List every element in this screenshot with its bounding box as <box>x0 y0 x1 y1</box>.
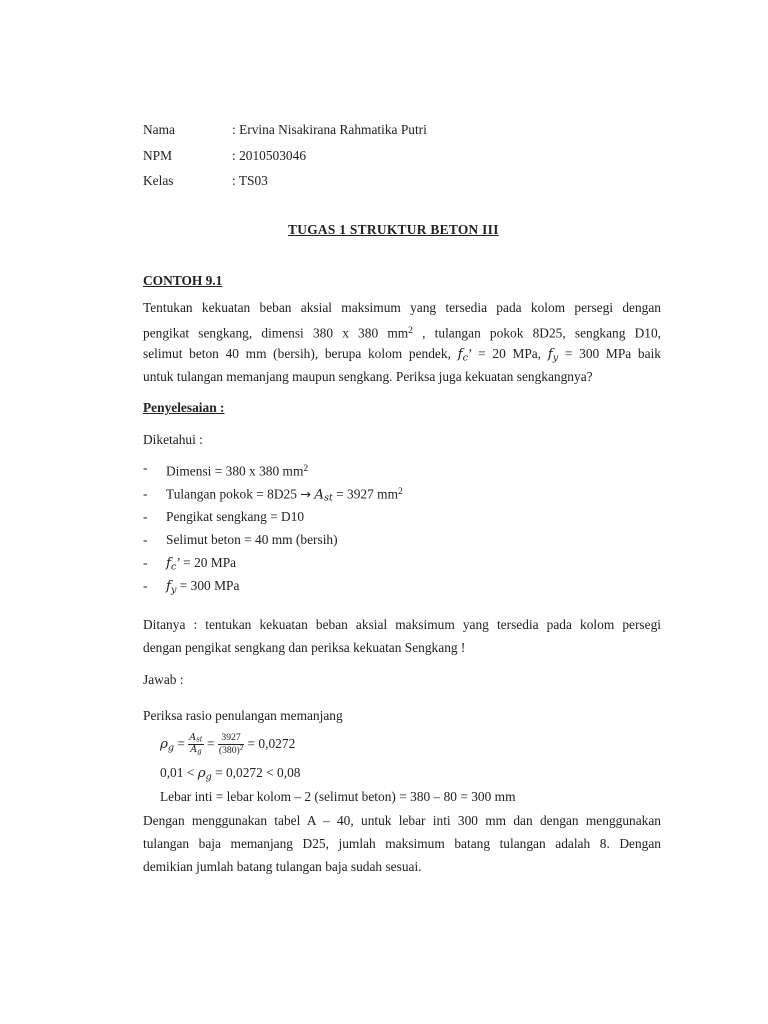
npm-value: : 2010503046 <box>232 148 307 163</box>
conclusion-paragraph <box>143 809 661 878</box>
known-label: Diketahui : <box>143 432 203 447</box>
list-item-text: = 3927 mm <box>332 486 399 502</box>
conclusion-line: tulangan baja memanjang D25, jumlah maksimum batang tulangan adalah 8. Dengan <box>143 836 661 851</box>
superscript: 2 <box>408 325 413 336</box>
fraction-denominator <box>218 745 244 757</box>
math-subscript: y <box>552 352 559 364</box>
denominator-text: (380) <box>218 744 240 756</box>
equals-sign: = <box>203 736 218 751</box>
superscript: 2 <box>303 463 309 474</box>
name-label: Nama <box>143 122 175 137</box>
math-subscript: g <box>197 748 202 757</box>
list-item-text: Tulangan pokok = 8D25 <box>166 486 301 502</box>
rho-symbol: ρ <box>160 737 168 752</box>
list-item <box>166 555 236 572</box>
math-subscript: g <box>205 771 212 783</box>
check-ratio-text: Periksa rasio penulangan memanjang <box>143 708 343 723</box>
npm-label: NPM <box>143 148 173 163</box>
problem-text: pengikat sengkang, dimensi 380 x 380 mm <box>143 325 409 341</box>
list-item-text: = 300 MPa <box>176 578 240 593</box>
math-symbol: A <box>189 732 197 744</box>
conclusion-line: Dengan menggunakan tabel A – 40, untuk lebar inti 300 mm dan dengan menggunakan <box>143 813 661 828</box>
core-width-text: Lebar inti = lebar kolom – 2 (selimut beton) = 380 – 80 = 300 mm <box>160 789 516 804</box>
problem-line: untuk tulangan memanjang maupun sengkang. Periksa juga kekuatan sengkangnya? <box>143 369 593 384</box>
ratio-range <box>160 765 301 782</box>
problem-line <box>143 319 661 342</box>
list-item: Pengikat sengkang = D10 <box>166 509 305 524</box>
math-subscript: c <box>170 561 177 573</box>
fraction-denominator <box>188 745 203 756</box>
list-item-text: ’ = 20 MPa <box>176 555 237 570</box>
fraction-values <box>218 733 244 756</box>
list-item <box>166 578 239 595</box>
list-dash: - <box>143 578 148 593</box>
document-title: TUGAS 1 STRUKTUR BETON III <box>288 222 499 237</box>
fraction-ast-over-ag <box>188 733 203 757</box>
problem-line: Tentukan kekuatan beban aksial maksimum yang tersedia pada kolom persegi dengan <box>143 300 661 315</box>
range-text: 0,01 < <box>160 765 198 780</box>
asked-paragraph <box>143 613 661 659</box>
asked-line: dengan pengikat sengkang dan periksa kekuatan Sengkang ! <box>143 640 466 655</box>
list-item <box>166 463 308 479</box>
list-item-text: Dimensi = 380 x 380 mm <box>166 463 304 479</box>
math-symbol: f <box>547 347 553 362</box>
list-dash: - <box>143 555 148 570</box>
math-symbol: f <box>457 347 463 362</box>
list-dash: - <box>143 460 148 475</box>
math-subscript: st <box>196 735 203 744</box>
math-symbol: A <box>314 487 324 503</box>
list-dash: - <box>143 532 148 547</box>
math-subscript: st <box>323 492 333 504</box>
problem-paragraph <box>143 296 661 388</box>
class-value: : TS03 <box>232 173 268 188</box>
problem-text: = 300 MPa baik <box>558 346 661 361</box>
answer-label: Jawab : <box>143 672 184 687</box>
conclusion-line: demikian jumlah batang tulangan baja sudah sesuai. <box>143 859 422 874</box>
problem-line <box>143 342 661 365</box>
list-dash: - <box>143 509 148 524</box>
list-dash: - <box>143 486 148 501</box>
problem-text: selimut beton 40 mm (bersih), berupa kolom pendek, <box>143 346 458 361</box>
rho-symbol: ρ <box>197 766 206 781</box>
example-heading: CONTOH 9.1 <box>143 273 223 288</box>
fraction-numerator: 3927 <box>218 733 244 745</box>
math-subscript: g <box>167 742 175 754</box>
equals-sign: = <box>174 736 189 751</box>
right-arrow-icon: → <box>300 487 311 503</box>
math-subscript: c <box>462 352 468 364</box>
solution-heading: Penyelesaian : <box>143 400 225 415</box>
list-item <box>166 486 403 504</box>
asked-line: Ditanya : tentukan kekuatan beban aksial maksimum yang tersedia pada kolom persegi <box>143 617 661 632</box>
math-subscript: y <box>170 584 177 596</box>
superscript: 2 <box>398 486 403 497</box>
equation-result: = 0,0272 <box>244 736 296 751</box>
class-label: Kelas <box>143 173 174 188</box>
math-symbol: f <box>166 579 171 594</box>
superscript: 2 <box>239 743 244 752</box>
problem-text: ’ = 20 MPa, <box>467 346 548 361</box>
math-symbol: A <box>190 744 198 756</box>
name-value: : Ervina Nisakirana Rahmatika Putri <box>232 122 427 137</box>
rho-equation <box>160 728 295 760</box>
problem-text: , tulangan pokok 8D25, sengkang D10, <box>412 325 662 341</box>
range-text: = 0,0272 < 0,08 <box>211 765 301 780</box>
math-symbol: f <box>166 556 171 571</box>
list-item: Selimut beton = 40 mm (bersih) <box>166 532 338 547</box>
